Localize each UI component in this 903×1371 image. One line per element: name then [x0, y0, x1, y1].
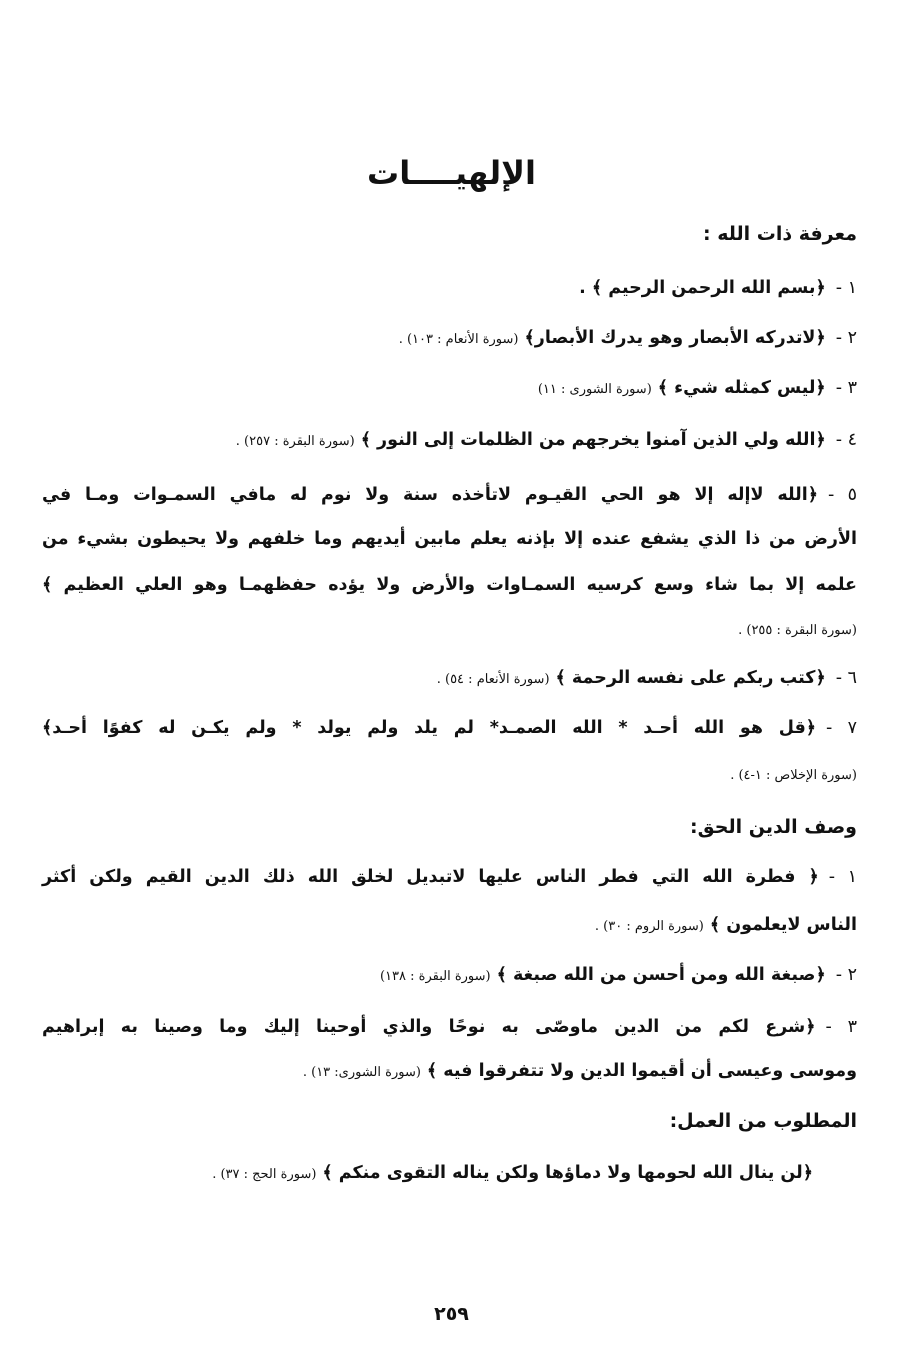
verse-text: ﴿شرع لكم من الدين ماوصّى به نوحًا والذي أوحينا إليك وما وصينا به إبراهيم [42, 1017, 816, 1037]
verse-text: وموسى وعيسى أن أقيموا الدين ولا تتفرقوا فيه ﴾ [426, 1061, 857, 1081]
deeds-item-1 [53, 1158, 813, 1190]
verse-text: ﴿الله لاإله إلا هو الحي القيـوم لاتأخذه سنة ولا نوم له مافي السمـوات ومـا في [42, 485, 818, 505]
verse-text: ﴿ليس كمثله شيء ﴾ [657, 378, 826, 398]
section-heading-required-deeds: المطلوب من العمل: [669, 1110, 857, 1132]
section-heading-true-religion: وصف الدين الحق: [690, 816, 857, 838]
item-number: ٤ - [835, 430, 857, 450]
item-number: ٣ - [835, 378, 857, 398]
verse-text: ﴿صبغة الله ومن أحسن من الله صبغة ﴾ [496, 965, 826, 985]
verse-item-2 [42, 323, 857, 355]
surah-reference: (سورة الإخلاص : ١-٤) . [730, 768, 857, 783]
item-number: ٦ - [835, 668, 857, 688]
verse-text: ﴿قل هو الله أحـد * الله الصمـد* لم يلد ولم يولد * ولم يكـن له كفوًا أحـد﴾ [42, 718, 817, 738]
verse-text: ﴿كتب ربكم على نفسه الرحمة ﴾ [555, 668, 826, 688]
verse-item-4 [42, 425, 857, 457]
surah-reference: (سورة الروم : ٣٠) . [594, 919, 704, 934]
item-number: ٢ - [835, 328, 857, 348]
item-number: ١ - [835, 278, 857, 298]
verse-item-1 [42, 273, 857, 303]
verse-text: ﴿الله ولي الذين آمنوا يخرجهم من الظلمات إلى النور ﴾ [360, 430, 826, 450]
verse-item-3 [42, 373, 857, 405]
verse-item-7-ref [42, 759, 857, 791]
verse-item-5-line-1 [42, 480, 857, 510]
religion-item-1-line-1 [42, 862, 857, 892]
surah-reference: (سورة البقرة : ٢٥٥) . [738, 623, 857, 638]
surah-reference: (سورة الحج : ٣٧) . [212, 1167, 317, 1182]
verse-item-5-ref [42, 614, 857, 646]
surah-reference: (سورة الشورى : ١١) [537, 382, 652, 397]
verse-text: ﴿لاتدركه الأبصار وهو يدرك الأبصار﴾ [524, 328, 826, 348]
verse-text: ﴿لن ينال الله لحومها ولا دماؤها ولكن يناله التقوى منكم ﴾ [322, 1163, 813, 1183]
verse-text: ﴿ فطرة الله التي فطر الناس عليها لاتبديل لخلق الله ذلك الدين القيم ولكن أكثر [42, 867, 819, 887]
page-number: ٢٥٩ [434, 1303, 469, 1325]
religion-item-3-line-1 [42, 1012, 857, 1042]
item-number: ٧ - [826, 718, 857, 738]
verse-text: الناس لايعلمون ﴾ [709, 915, 857, 935]
section-heading-knowing-god: معرفة ذات الله : [703, 223, 857, 245]
verse-item-6 [42, 663, 857, 695]
surah-reference: (سورة البقرة : ١٣٨) [379, 969, 491, 984]
surah-reference: (سورة الشورى: ١٣) . [302, 1065, 421, 1080]
surah-reference: (سورة البقرة : ٢٥٧) . [235, 434, 355, 449]
religion-item-2 [42, 960, 857, 992]
surah-reference: (سورة الأنعام : ١٠٣) . [398, 332, 519, 347]
verse-item-5-line-3: علمه إلا بما شاء وسع كرسيه السمـاوات والأرض ولا يؤده حفظهمـا وهو العلي العظيم ﴾ [42, 575, 857, 595]
item-number: ٥ - [827, 485, 857, 505]
page-title: الإلهيــــات [367, 154, 536, 192]
verse-item-5-line-2: الأرض من ذا الذي يشفع عنده إلا بإذنه يعلم مابين أيديهم وما خلفهم ولا يحيطون بشيء من [42, 529, 857, 549]
verse-text: ﴿بسم الله الرحمن الرحيم ﴾ . [579, 278, 826, 298]
religion-item-1-line-2 [42, 910, 857, 942]
verse-item-7 [42, 713, 857, 743]
item-number: ٣ - [825, 1017, 857, 1037]
religion-item-3-line-2 [42, 1056, 857, 1088]
item-number: ١ - [828, 867, 857, 887]
item-number: ٢ - [835, 965, 857, 985]
surah-reference: (سورة الأنعام : ٥٤) . [436, 672, 550, 687]
